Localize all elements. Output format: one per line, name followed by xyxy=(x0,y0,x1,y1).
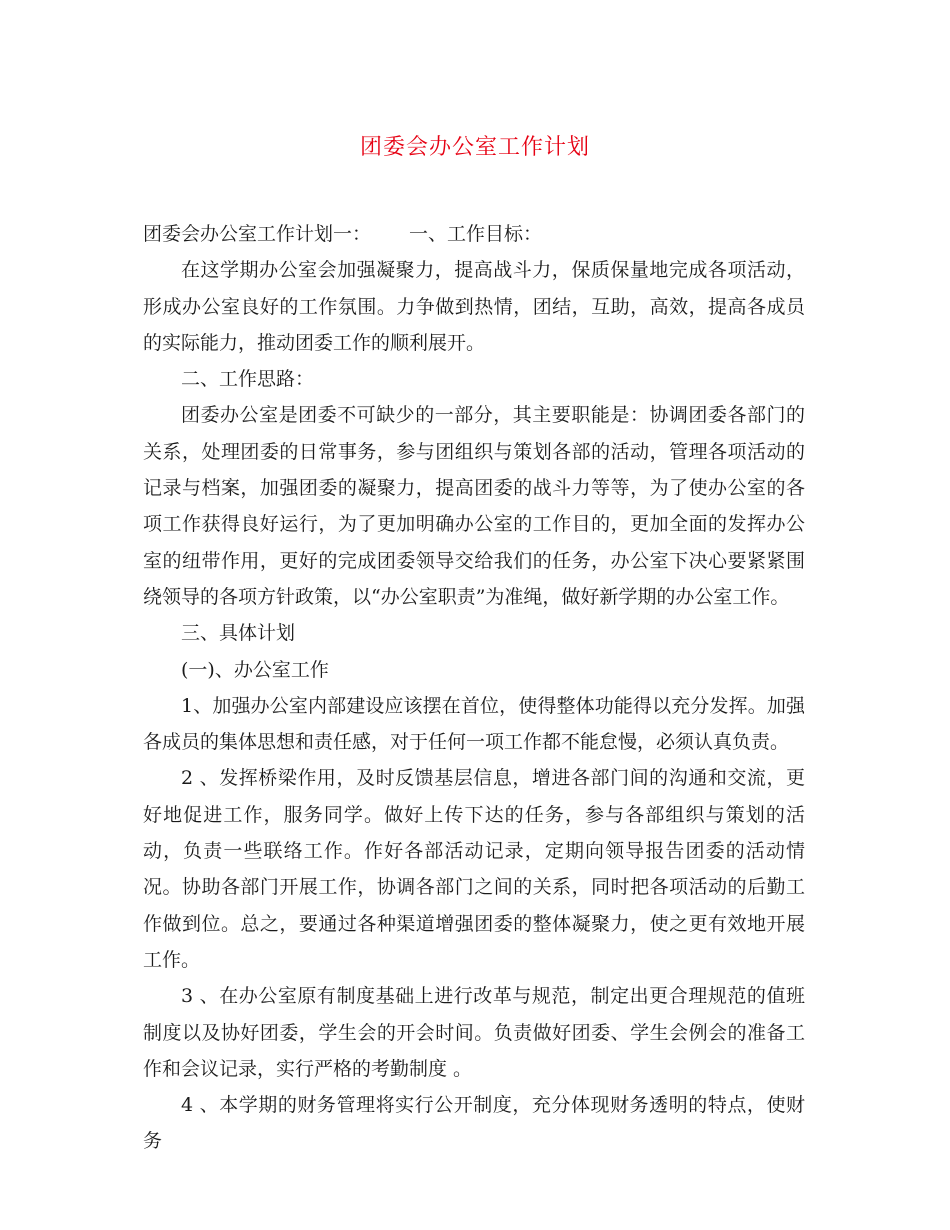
plan-item-2: 2 、发挥桥梁作用，及时反馈基层信息，增进各部门间的沟通和交流，更好地促进工作，服务同学。做好上传下达的任务，参与各部组织与策划的活动，负责一些联络工作。作好各部活动记录，定期向领导报告团委的活动情况。协助各部门开展工作，协调各部门之间的关系，同时把各项活动的后勤工作做到位。总之，要通过各种渠道增强团委的整体凝聚力，使之更有效地开展工作。 xyxy=(143,767,805,971)
heading-plan: 三、具体计划 xyxy=(181,622,296,645)
plan-item-1: 1、加强办公室内部建设应该摆在首位，使得整体功能得以充分发挥。加强各成员的集体思想和责任感，对于任何一项工作都不能怠慢，必须认真负责。 xyxy=(143,694,805,754)
intro-line xyxy=(143,216,805,252)
intro-label: 团委会办公室工作计划一： xyxy=(143,223,372,245)
subheading-office-work: (一)、办公室工作 xyxy=(181,658,329,681)
document-title: 团委会办公室工作计划 xyxy=(359,135,590,160)
plan-item-3: 3 、在办公室原有制度基础上进行改革与规范，制定出更合理规范的值班制度以及协好团委，学生会的开会时间。负责做好团委、学生会例会的准备工作和会议记录，实行严格的考勤制度 。 xyxy=(143,985,805,1080)
heading-approach: 二、工作思路： xyxy=(181,368,315,391)
heading-goals: 一、工作目标： xyxy=(409,223,543,245)
paragraph-goals: 在这学期办公室会加强凝聚力，提高战斗力，保质保量地完成各项活动，形成办公室良好的工作氛围。力争做到热情，团结，互助，高效，提高各成员的实际能力，推动团委工作的顺利展开。 xyxy=(143,259,805,354)
paragraph-approach: 团委办公室是团委不可缺少的一部分，其主要职能是：协调团委各部门的关系，处理团委的日常事务，参与团组织与策划各部的活动，管理各项活动的记录与档案，加强团委的凝聚力，提高团委的战斗力等等，为了使办公室的各项工作获得良好运行，为了更加明确办公室的工作目的，更加全面的发挥办公室的纽带作用，更好的完成团委领导交给我们的任务，办公室下决心要紧紧围绕领导的各项方针政策，以“办公室职责”为准绳，做好新学期的办公室工作。 xyxy=(143,404,805,608)
document-body xyxy=(143,216,805,1160)
plan-item-4: 4 、本学期的财务管理将实行公开制度，充分体现财务透明的特点，使财务 xyxy=(143,1094,805,1153)
